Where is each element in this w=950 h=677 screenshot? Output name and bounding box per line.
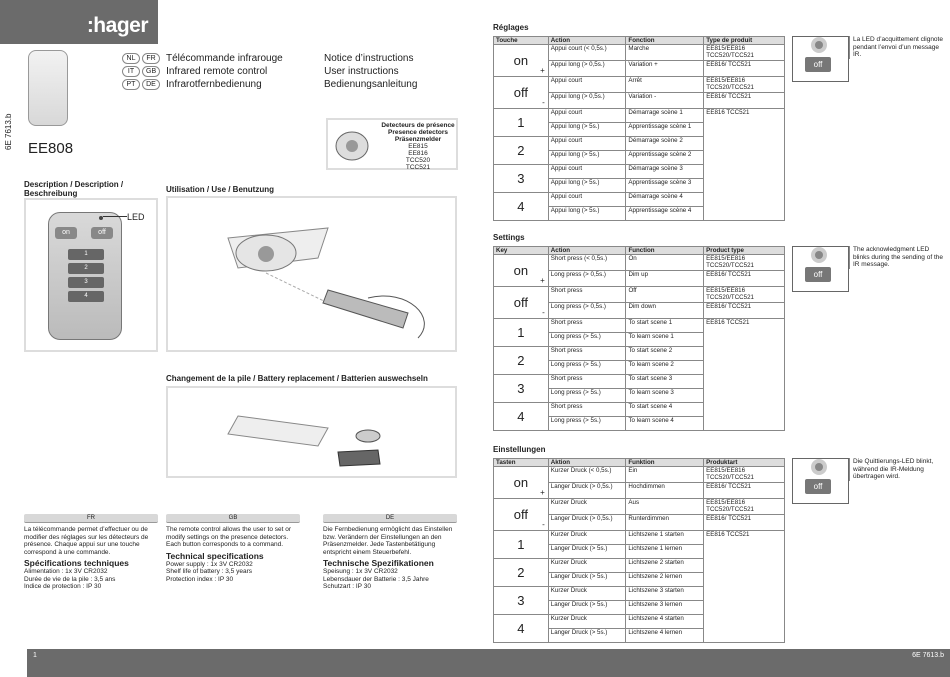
spec-line: Speisung : 1x 3V CR2032	[323, 568, 398, 575]
key-cell	[494, 559, 549, 587]
led-note: La LED d’acquittement clignote pendant l’envoi d’un message IR.	[849, 36, 944, 59]
function-cell: Démarrage scène 3	[626, 165, 704, 179]
led-note: The acknowledgment LED blinks during the sending of the IR message.	[849, 246, 944, 269]
function-cell: Démarrage scène 2	[626, 137, 704, 151]
function-cell: Démarrage scène 4	[626, 193, 704, 207]
table-row	[494, 77, 785, 93]
function-cell: To start scene 4	[626, 403, 704, 417]
detector-model: TCC521	[405, 164, 431, 171]
action-cell: Short press	[548, 375, 626, 389]
product-cell: EE815/EE816 TCC520/TCC521	[704, 255, 785, 271]
function-cell: Lichtszene 2 lernen	[626, 573, 704, 587]
led-blink-icon	[815, 463, 823, 471]
gb-text: The remote control allows the user to set or modify settings on the presence detectors. Each button corresponds to a command.	[166, 526, 292, 548]
on-button: on	[55, 227, 77, 239]
battery-drawing	[168, 388, 455, 476]
table-header-row	[494, 459, 785, 467]
column-header: Tasten	[494, 459, 549, 467]
function-cell: Aus	[626, 499, 704, 515]
doc-ref-vertical: 6E 7613.b	[4, 113, 13, 150]
key-label: 1	[517, 537, 525, 552]
action-cell: Long press (> 0,5s.)	[548, 303, 626, 319]
function-cell: Runterdimmen	[626, 515, 704, 531]
action-cell: Long press (> 5s.)	[548, 417, 626, 431]
notice-title: User instructions	[324, 66, 399, 77]
function-cell: Apprentissage scène 1	[626, 123, 704, 137]
action-cell: Long press (> 0,5s.)	[548, 271, 626, 287]
de-spec-title: Technische Spezifikationen	[323, 558, 434, 568]
led-illustration	[792, 36, 849, 82]
led-note: Die Quittierungs-LED blinkt, während die IR-Meldung übertragen wird.	[849, 458, 944, 481]
detector-model: EE815	[408, 143, 428, 150]
action-cell: Langer Druck (> 5s.)	[548, 545, 626, 559]
product-cell: EE816 TCC521	[704, 109, 785, 221]
function-cell: To start scene 2	[626, 347, 704, 361]
function-cell: Dim down	[626, 303, 704, 319]
key-label: off	[513, 85, 528, 100]
spec-line: Durée de vie de la pile : 3,5 ans	[24, 575, 116, 583]
key-cell	[494, 587, 549, 615]
function-cell: Hochdimmen	[626, 483, 704, 499]
key-label: 4	[517, 199, 525, 214]
brand-logo: :hager	[0, 0, 158, 44]
action-cell: Short press	[548, 287, 626, 303]
function-cell: Variation +	[626, 61, 704, 77]
column-header: Type de produit	[704, 37, 785, 45]
lang-badge: IT	[122, 66, 140, 77]
table-title: Settings	[493, 233, 525, 242]
column-header: Key	[494, 247, 549, 255]
action-cell: Appui court	[548, 137, 626, 151]
led-illustration	[792, 246, 849, 292]
column-header: Function	[626, 247, 704, 255]
key-cell	[494, 319, 549, 347]
plus-sign: +	[540, 488, 545, 497]
table-row	[494, 287, 785, 303]
table-row	[494, 499, 785, 515]
action-cell: Long press (> 5s.)	[548, 389, 626, 403]
column-header: Action	[548, 247, 626, 255]
language-block	[122, 52, 417, 91]
function-cell: To start scene 1	[626, 319, 704, 333]
fr-column	[24, 514, 158, 591]
action-cell: Kurzer Druck	[548, 531, 626, 545]
function-cell: Lichtszene 4 lernen	[626, 629, 704, 643]
led-illustration	[792, 458, 849, 504]
function-cell: Off	[626, 287, 704, 303]
table-title: Einstellungen	[493, 445, 546, 454]
spec-line: Alimentation : 1x 3V CR2032	[24, 568, 108, 575]
key-label: on	[513, 263, 529, 278]
action-cell: Appui court	[548, 109, 626, 123]
notice-title: Notice d’instructions	[324, 53, 414, 64]
spec-line: Schutzart : IP 30	[323, 583, 371, 590]
column-header: Aktion	[548, 459, 626, 467]
column-header: Funktion	[626, 459, 704, 467]
gb-spec-title: Technical specifications	[166, 550, 264, 561]
action-cell: Appui court (< 0,5s.)	[548, 45, 626, 61]
led-blink-icon	[815, 251, 823, 259]
key-label: 2	[517, 353, 525, 368]
minus-sign: -	[542, 520, 545, 529]
action-cell: Langer Druck (> 0,5s.)	[548, 483, 626, 499]
function-cell: Lichtszene 1 lernen	[626, 545, 704, 559]
function-cell: Lichtszene 3 lernen	[626, 601, 704, 615]
key-cell	[494, 109, 549, 137]
spec-line: Protection index : IP 30	[166, 575, 234, 583]
product-cell: EE815/EE816 TCC520/TCC521	[704, 287, 785, 303]
key-label: 1	[517, 115, 525, 130]
action-cell: Langer Druck (> 0,5s.)	[548, 515, 626, 531]
lang-badge: PT	[122, 79, 140, 90]
lang-badge: NL	[122, 53, 140, 64]
key-label: off	[513, 295, 528, 310]
key-cell	[494, 45, 549, 77]
settings-table	[493, 458, 785, 643]
key-cell	[494, 77, 549, 109]
action-cell: Long press (> 5s.)	[548, 333, 626, 347]
column-header: Product type	[704, 247, 785, 255]
settings-table	[493, 36, 785, 221]
detectors-box	[326, 118, 458, 170]
notice-title: Bedienungsanleitung	[324, 79, 418, 90]
key-label: 4	[517, 621, 525, 636]
product-cell: EE816/ TCC521	[704, 271, 785, 287]
table-header-row	[494, 37, 785, 45]
product-cell: EE816/ TCC521	[704, 93, 785, 109]
table-row	[494, 531, 785, 545]
key-label: 2	[517, 143, 525, 158]
product-cell: EE815/EE816 TCC520/TCC521	[704, 77, 785, 93]
key-label: 3	[517, 593, 525, 608]
table-row	[494, 467, 785, 483]
key-label: 3	[517, 171, 525, 186]
action-cell: Appui long (> 5s.)	[548, 123, 626, 137]
det-title-de: Präsenzmelder	[394, 136, 442, 143]
table-row	[494, 45, 785, 61]
function-cell: To learn scene 3	[626, 389, 704, 403]
battery-illustration	[166, 386, 457, 478]
function-cell: On	[626, 255, 704, 271]
use-illustration	[166, 196, 457, 352]
product-title: Infrarotfernbedienung	[166, 79, 262, 90]
plus-sign: +	[540, 276, 545, 285]
action-cell: Appui court	[548, 193, 626, 207]
fr-label: FR	[24, 514, 158, 523]
de-column	[323, 514, 457, 591]
key-label: on	[513, 475, 529, 490]
det-title-fr: Detecteurs de présence	[381, 122, 455, 129]
key-label: 4	[517, 409, 525, 424]
led-leader	[103, 216, 127, 217]
column-header: Fonction	[626, 37, 704, 45]
table-row	[494, 109, 785, 123]
action-cell: Langer Druck (> 5s.)	[548, 601, 626, 615]
key-cell	[494, 347, 549, 375]
function-cell: Lichtszene 4 starten	[626, 615, 704, 629]
footer-bar	[27, 649, 950, 677]
product-cell: EE816 TCC521	[704, 531, 785, 643]
table-header-row	[494, 247, 785, 255]
detector-icon	[332, 126, 372, 166]
action-cell: Appui court	[548, 77, 626, 93]
function-cell: Démarrage scène 1	[626, 109, 704, 123]
use-heading: Utilisation / Use / Benutzung	[166, 185, 275, 194]
function-cell: Apprentissage scène 4	[626, 207, 704, 221]
key-label: off	[513, 507, 528, 522]
product-cell: EE816/ TCC521	[704, 61, 785, 77]
minus-sign: -	[542, 308, 545, 317]
column-header: Produktart	[704, 459, 785, 467]
action-cell: Short press	[548, 319, 626, 333]
key-cell	[494, 137, 549, 165]
description-heading: Description / Description / Beschreibung	[24, 180, 124, 198]
function-cell: Lichtszene 1 starten	[626, 531, 704, 545]
key-label: 3	[517, 381, 525, 396]
action-cell: Long press (> 5s.)	[548, 361, 626, 375]
spec-line: Indice de protection : IP 30	[24, 583, 102, 590]
de-label: DE	[323, 514, 457, 523]
lang-badge: DE	[142, 79, 160, 90]
function-cell: Lichtszene 3 starten	[626, 587, 704, 601]
column-header: Action	[548, 37, 626, 45]
key-cell	[494, 467, 549, 499]
page-number: 1	[33, 652, 37, 659]
function-cell: To learn scene 2	[626, 361, 704, 375]
product-cell: EE816/ TCC521	[704, 515, 785, 531]
action-cell: Kurzer Druck	[548, 587, 626, 601]
product-cell: EE816 TCC521	[704, 319, 785, 431]
function-cell: Ein	[626, 467, 704, 483]
function-cell: To start scene 3	[626, 375, 704, 389]
usage-drawing	[168, 198, 455, 350]
action-cell: Langer Druck (> 5s.)	[548, 573, 626, 587]
action-cell: Appui long (> 5s.)	[548, 179, 626, 193]
off-button: off	[91, 227, 113, 239]
product-cell: EE815/EE816 TCC520/TCC521	[704, 45, 785, 61]
de-text: Die Fernbedienung ermöglicht das Einstellen bzw. Verändern der Einstellungen an den Präsenzmelder. Jede Tastenbetätigung entspricht einem Steuerbefehl.	[323, 526, 453, 556]
function-cell: Dim up	[626, 271, 704, 287]
led-label: LED	[127, 212, 145, 222]
footer-ref: 6E 7613.b	[912, 652, 944, 659]
gb-label: GB	[166, 514, 300, 523]
key-cell	[494, 165, 549, 193]
action-cell: Appui court	[548, 165, 626, 179]
key-cell	[494, 287, 549, 319]
det-title-en: Presence detectors	[388, 129, 448, 136]
product-title: Télécommande infrarouge	[166, 53, 283, 64]
key-cell	[494, 615, 549, 643]
action-cell: Appui long (> 0,5s.)	[548, 93, 626, 109]
action-cell: Short press	[548, 403, 626, 417]
spec-line: Shelf life of battery : 3,5 years	[166, 568, 252, 575]
settings-table	[493, 246, 785, 431]
language-row	[122, 52, 417, 65]
function-cell: Arrêt	[626, 77, 704, 93]
button-4: 4	[68, 291, 104, 302]
key-label: 2	[517, 565, 525, 580]
key-cell	[494, 193, 549, 221]
function-cell: Variation -	[626, 93, 704, 109]
button-1: 1	[68, 249, 104, 260]
key-cell	[494, 531, 549, 559]
lang-badge: GB	[142, 66, 160, 77]
action-cell: Short press (< 0,5s.)	[548, 255, 626, 271]
minus-sign: -	[542, 98, 545, 107]
function-cell: Apprentissage scène 2	[626, 151, 704, 165]
detector-model: EE816	[408, 150, 428, 157]
spec-line: Power supply : 1x 3V CR2032	[166, 560, 253, 568]
action-cell: Kurzer Druck (< 0,5s.)	[548, 467, 626, 483]
key-label: on	[513, 53, 529, 68]
off-button-icon: off	[805, 57, 831, 72]
table-row	[494, 255, 785, 271]
action-cell: Appui long (> 5s.)	[548, 207, 626, 221]
product-cell: EE815/EE816 TCC520/TCC521	[704, 499, 785, 515]
spec-line: Lebensdauer der Batterie : 3,5 Jahre	[323, 575, 429, 583]
action-cell: Langer Druck (> 5s.)	[548, 629, 626, 643]
product-cell: EE816/ TCC521	[704, 483, 785, 499]
fr-spec-title: Spécifications techniques	[24, 558, 129, 568]
model-number: EE808	[28, 140, 74, 157]
function-cell: To learn scene 4	[626, 417, 704, 431]
product-cell: EE815/EE816 TCC520/TCC521	[704, 467, 785, 483]
lang-badge: FR	[142, 53, 160, 64]
language-row	[122, 65, 417, 78]
language-row	[122, 78, 417, 91]
button-3: 3	[68, 277, 104, 288]
action-cell: Appui long (> 0,5s.)	[548, 61, 626, 77]
function-cell: Apprentissage scène 3	[626, 179, 704, 193]
action-cell: Kurzer Druck	[548, 615, 626, 629]
key-cell	[494, 375, 549, 403]
column-header: Touche	[494, 37, 549, 45]
remote-diagram	[48, 212, 122, 340]
key-cell	[494, 255, 549, 287]
action-cell: Appui long (> 5s.)	[548, 151, 626, 165]
function-cell: Marche	[626, 45, 704, 61]
table-title: Réglages	[493, 23, 529, 32]
off-button-icon: off	[805, 267, 831, 282]
action-cell: Short press	[548, 347, 626, 361]
battery-heading: Changement de la pile / Battery replacement / Batterien auswechseln	[166, 374, 428, 383]
function-cell: To learn scene 1	[626, 333, 704, 347]
product-cell: EE816/ TCC521	[704, 303, 785, 319]
remote-thumbnail	[28, 50, 68, 126]
product-title: Infrared remote control	[166, 66, 268, 77]
action-cell: Kurzer Druck	[548, 559, 626, 573]
action-cell: Kurzer Druck	[548, 499, 626, 515]
key-cell	[494, 499, 549, 531]
detector-model: TCC520	[405, 157, 431, 164]
led-blink-icon	[815, 41, 823, 49]
key-label: 1	[517, 325, 525, 340]
button-2: 2	[68, 263, 104, 274]
key-cell	[494, 403, 549, 431]
fr-text: La télécommande permet d’effectuer ou de modifier des réglages sur les détecteurs de présence. Chaque appui sur une touche correspond à une commande.	[24, 526, 149, 556]
function-cell: Lichtszene 2 starten	[626, 559, 704, 573]
gb-column	[166, 514, 300, 583]
table-row	[494, 319, 785, 333]
off-button-icon: off	[805, 479, 831, 494]
plus-sign: +	[540, 66, 545, 75]
